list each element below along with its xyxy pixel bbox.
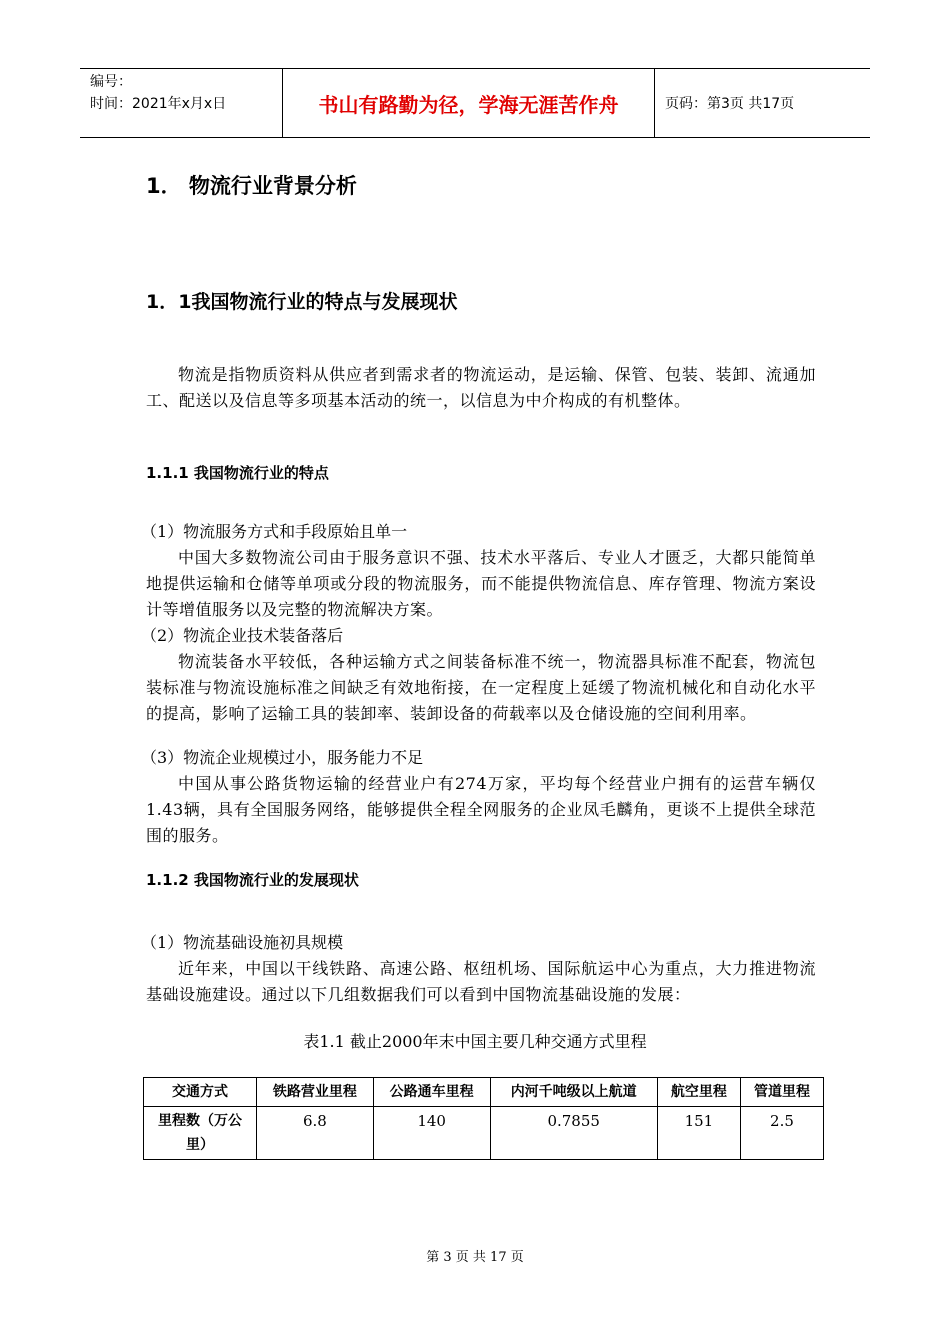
time-label: 时间：2021年x月x日: [90, 96, 227, 112]
item-paragraph: 中国大多数物流公司由于服务意识不强、技术水平落后、专业人才匮乏，大都只能简单地提供运输和仓储等单项或分段的物流服务，而不能提供物流信息、库存管理、物流方案设计等增值服务以及完整的物流解决方案。: [146, 548, 816, 619]
table-cell: 2.5: [740, 1107, 823, 1160]
section-title: 1．1我国物流行业的特点与发展现状: [146, 291, 458, 313]
table-header-cell: 航空里程: [657, 1078, 740, 1107]
intro-paragraph: 物流是指物质资料从供应者到需求者的物流运动，是运输、保管、包装、装卸、流通加工、配送以及信息等多项基本活动的统一，以信息为中介构成的有机整体。: [146, 365, 816, 410]
item-title: （3）物流企业规模过小，服务能力不足: [141, 748, 424, 767]
mileage-table: [143, 1077, 824, 1160]
header-page-info: 页码：第3页 共17页: [665, 96, 795, 112]
header-table: [80, 68, 870, 138]
table-row-label: 里程数（万公里）: [144, 1107, 257, 1160]
subsection-heading-111: 1.1.1 我国物流行业的特点: [146, 464, 329, 482]
item-title: （1）物流基础设施初具规模: [141, 933, 344, 952]
table-caption: 表1.1 截止2000年末中国主要几种交通方式里程: [303, 1032, 647, 1051]
table-cell: 6.8: [257, 1107, 374, 1160]
chapter-title: 1． 物流行业背景分析: [146, 174, 357, 198]
code-label: 编号：: [90, 74, 132, 90]
item-title: （2）物流企业技术装备落后: [141, 626, 344, 645]
table-row: [144, 1107, 824, 1160]
table-header-row: [144, 1078, 824, 1107]
table-header-cell: 公路通车里程: [373, 1078, 490, 1107]
table-header-cell: 内河千吨级以上航道: [490, 1078, 657, 1107]
table-cell: 140: [373, 1107, 490, 1160]
item-paragraph: 中国从事公路货物运输的经营业户有274万家，平均每个经营业户拥有的运营车辆仅1.43辆，具有全国服务网络，能够提供全程全网服务的企业凤毛麟角，更谈不上提供全球范围的服务。: [146, 774, 816, 845]
item-paragraph: 物流装备水平较低，各种运输方式之间装备标准不统一，物流器具标准不配套，物流包装标准与物流设施标准之间缺乏有效地衔接，在一定程度上延缓了物流机械化和自动化水平的提高，影响了运输工具的装卸率、装卸设备的荷载率以及仓储设施的空间利用率。: [146, 652, 816, 723]
item-title: （1）物流服务方式和手段原始且单一: [141, 522, 408, 541]
table-cell: 0.7855: [490, 1107, 657, 1160]
table-cell: 151: [657, 1107, 740, 1160]
table-header-cell: 管道里程: [740, 1078, 823, 1107]
table-header-cell: 铁路营业里程: [257, 1078, 374, 1107]
table-header-cell: 交通方式: [144, 1078, 257, 1107]
page-footer: 第 3 页 共 17 页: [426, 1250, 524, 1265]
item-paragraph: 近年来，中国以干线铁路、高速公路、枢纽机场、国际航运中心为重点，大力推进物流基础设施建设。通过以下几组数据我们可以看到中国物流基础设施的发展：: [146, 959, 816, 1004]
header-meta: [80, 69, 282, 137]
subsection-heading-112: 1.1.2 我国物流行业的发展现状: [146, 871, 359, 889]
header-motto: 书山有路勤为径，学海无涯苦作舟: [282, 69, 655, 137]
